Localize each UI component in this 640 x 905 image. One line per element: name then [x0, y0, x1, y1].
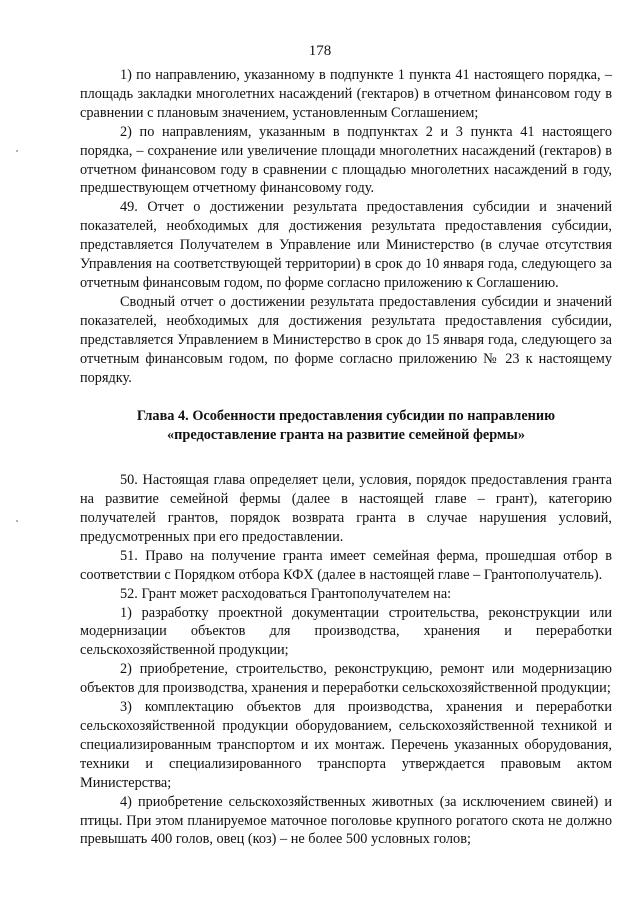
- paragraph-52: 52. Грант может расходоваться Грантополучателем на:: [120, 585, 452, 602]
- paragraph-52-item-4: 4) приобретение сельскохозяйственных животных (за исключением свиней) и птицы. При этом планируемое маточное поголовье крупного рогатого скота не должно превышать 400 голов, овец (коз) – не более 500 условных голов;: [80, 793, 612, 848]
- paragraph-50: 50. Настоящая глава определяет цели, условия, порядок предоставления гранта на развитие семейной фермы (далее в настоящей главе – грант), категорию получателей грантов, порядок возврата гранта в случае нарушения условий, предусмотренных при его предоставлении.: [80, 472, 612, 545]
- paragraph-52-item-1: 1) разработку проектной документации строительства, реконструкции или модернизации объектов для производства, хранения и переработки сельскохозяйственной продукции;: [80, 604, 612, 659]
- chapter-title-line-2: «предоставление гранта на развитие семейной фермы»: [167, 427, 525, 444]
- scan-margin-mark: [16, 520, 18, 522]
- document-body: [80, 66, 612, 849]
- paragraph-51: 51. Право на получение гранта имеет семейная ферма, прошедшая отбор в соответствии с Порядком отбора КФХ (далее в настоящей главе – Грантополучатель).: [80, 547, 612, 583]
- paragraph-49: 49. Отчет о достижении результата предоставления субсидии и значений показателей, необходимых для достижения результата предоставления субсидии, представляется Получателем в Управление или Министерство (в случае отсутствия Управления на соответствующей территории) в срок до 10 января года, следующего за отчетным финансовым годом, по форме согласно приложению к Соглашению.: [80, 199, 612, 291]
- chapter-title-line-1: Глава 4. Особенности предоставления субсидии по направлению: [136, 408, 556, 425]
- paragraph-summary-report: Сводный отчет о достижении результата предоставления субсидии и значений показателей, необходимых для достижения результата предоставления субсидии, представляется Управлением в Министерство в срок до 15 января года, следующего за отчетным финансовым годом, по форме согласно приложению № 23 к настоящему порядку.: [80, 293, 612, 386]
- scan-margin-mark: [16, 150, 18, 152]
- paragraph-item-1: 1) по направлению, указанному в подпункте 1 пункта 41 настоящего порядка, – площадь закладки многолетних насаждений (гектаров) в отчетном финансовом году в сравнении с плановым значением, установленным Соглашением;: [80, 67, 612, 121]
- paragraph-item-2: 2) по направлениям, указанным в подпунктах 2 и 3 пункта 41 настоящего порядка, – сохранение или увеличение площади многолетних насаждений (гектаров) в отчетном финансовом году в сравнении с площадью многолетних насаждений в году, предшествующем отчетному финансовому году.: [80, 123, 612, 197]
- chapter-heading: [80, 387, 612, 471]
- paragraph-52-item-2: 2) приобретение, строительство, реконструкцию, ремонт или модернизацию объектов для производства, хранения и переработки сельскохозяйственной продукции;: [80, 661, 612, 697]
- page-number: 178: [308, 43, 332, 59]
- paragraph-52-item-3: 3) комплектацию объектов для производства, хранения и переработки сельскохозяйственной продукции оборудованием, сельскохозяйственной техникой и специализированным транспортом и их монтаж. Перечень указанных оборудования, техники и специализированного транспорта утверждается правовым актом Министерства;: [80, 699, 612, 791]
